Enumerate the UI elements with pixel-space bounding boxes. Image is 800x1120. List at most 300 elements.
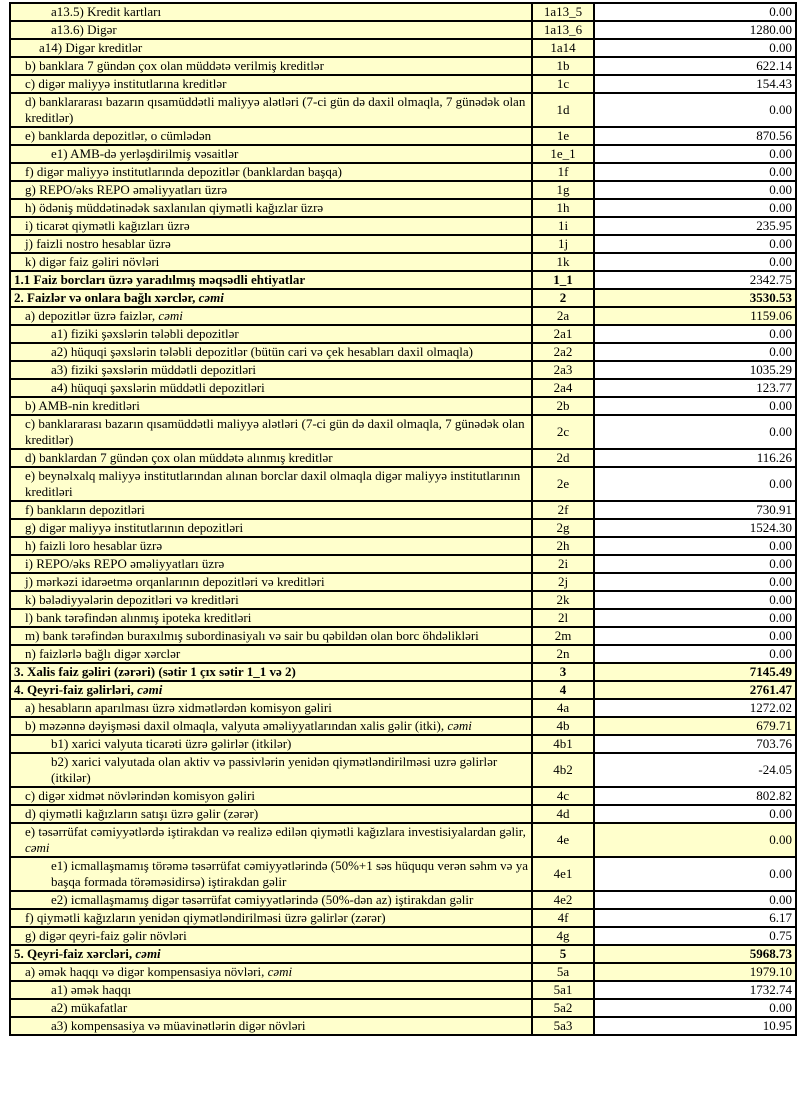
row-code-cell bbox=[532, 963, 594, 981]
row-label: a) əmək haqqı və digər kompensasiya növləri, bbox=[25, 964, 268, 979]
row-value: 0.00 bbox=[769, 866, 792, 881]
table-row bbox=[10, 787, 796, 805]
row-label: a13.5) Kredit kartları bbox=[51, 4, 162, 19]
row-value-cell bbox=[594, 21, 796, 39]
row-label-cell bbox=[10, 75, 532, 93]
row-label-cell bbox=[10, 591, 532, 609]
row-code: 2k bbox=[556, 592, 570, 607]
row-code: 2a4 bbox=[553, 380, 573, 395]
row-code: 1e bbox=[556, 128, 570, 143]
table-row bbox=[10, 537, 796, 555]
row-label-cell bbox=[10, 361, 532, 379]
row-code-cell bbox=[532, 699, 594, 717]
row-label: a) depozitlər üzrə faizlər, bbox=[25, 308, 159, 323]
row-code-cell bbox=[532, 3, 594, 21]
table-row bbox=[10, 945, 796, 963]
row-value: 123.77 bbox=[756, 380, 792, 395]
table-row bbox=[10, 163, 796, 181]
row-code-cell bbox=[532, 501, 594, 519]
table-row bbox=[10, 857, 796, 891]
row-value: 1524.30 bbox=[749, 520, 792, 535]
row-label: e1) icmallaşmamış törəmə təsərrüfat cəmiyyətlərində (50%+1 səs hüququ verən səhm və ya başqa formada törəməsidirsə) iştirakdan gəlir bbox=[51, 858, 528, 889]
row-value-cell bbox=[594, 999, 796, 1017]
row-code: 5 bbox=[559, 946, 567, 961]
row-code: 1e_1 bbox=[550, 146, 576, 161]
table-row bbox=[10, 253, 796, 271]
row-code: 2g bbox=[556, 520, 570, 535]
row-label-cell bbox=[10, 181, 532, 199]
row-code: 5a1 bbox=[553, 982, 573, 997]
row-value-cell bbox=[594, 93, 796, 127]
row-code-cell bbox=[532, 753, 594, 787]
row-label-cell bbox=[10, 823, 532, 857]
row-label-cell bbox=[10, 891, 532, 909]
row-value: 870.56 bbox=[756, 128, 792, 143]
row-label: d) banklardan 7 gündən çox olan müddətə alınmış kreditlər bbox=[25, 450, 333, 465]
table-row bbox=[10, 501, 796, 519]
row-label: k) bələdiyyələrin depozitləri və kreditləri bbox=[25, 592, 239, 607]
row-value-cell bbox=[594, 805, 796, 823]
row-label: b) məzənnə dəyişməsi daxil olmaqla, valyuta əməliyyatlarından xalis gəlir (itki), bbox=[25, 718, 448, 733]
row-code-cell bbox=[532, 325, 594, 343]
table-row bbox=[10, 325, 796, 343]
row-code-cell bbox=[532, 735, 594, 753]
row-value: 0.00 bbox=[769, 806, 792, 821]
row-code: 1c bbox=[556, 76, 570, 91]
row-value-cell bbox=[594, 271, 796, 289]
table-row bbox=[10, 573, 796, 591]
table-row bbox=[10, 145, 796, 163]
table-row bbox=[10, 735, 796, 753]
row-value-cell bbox=[594, 981, 796, 999]
row-value: 0.00 bbox=[769, 398, 792, 413]
table-row bbox=[10, 699, 796, 717]
row-value-cell bbox=[594, 963, 796, 981]
row-value: 0.00 bbox=[769, 4, 792, 19]
table-row bbox=[10, 999, 796, 1017]
row-value: 5968.73 bbox=[749, 946, 792, 961]
row-code: 2a2 bbox=[553, 344, 573, 359]
row-code-cell bbox=[532, 717, 594, 735]
row-value: 0.00 bbox=[769, 628, 792, 643]
row-code: 2n bbox=[556, 646, 570, 661]
row-label: g) digər maliyyə institutlarının depozitləri bbox=[25, 520, 244, 535]
row-label-cell bbox=[10, 397, 532, 415]
row-label: g) digər qeyri-faiz gəlir növləri bbox=[25, 928, 187, 943]
row-label-cell bbox=[10, 467, 532, 501]
table-body bbox=[10, 3, 796, 1035]
row-value: 0.00 bbox=[769, 236, 792, 251]
row-code-cell bbox=[532, 379, 594, 397]
row-value-cell bbox=[594, 361, 796, 379]
table-row bbox=[10, 519, 796, 537]
row-value-cell bbox=[594, 397, 796, 415]
row-label: a4) hüquqi şəxslərin müddətli depozitləri bbox=[51, 380, 265, 395]
table-row bbox=[10, 57, 796, 75]
row-value: 0.00 bbox=[769, 146, 792, 161]
row-code: 1b bbox=[556, 58, 570, 73]
row-label-cell bbox=[10, 681, 532, 699]
row-label-cell bbox=[10, 645, 532, 663]
row-code-cell bbox=[532, 217, 594, 235]
row-value-cell bbox=[594, 537, 796, 555]
row-value: 679.71 bbox=[756, 718, 792, 733]
table-row bbox=[10, 289, 796, 307]
row-label: 1.1 Faiz borcları üzrə yaradılmış məqsədli ehtiyatlar bbox=[14, 272, 306, 287]
row-value-cell bbox=[594, 379, 796, 397]
row-value-cell bbox=[594, 519, 796, 537]
row-label: e) banklarda depozitlər, o cümlədən bbox=[25, 128, 212, 143]
table-row bbox=[10, 467, 796, 501]
row-value: 0.00 bbox=[769, 832, 792, 847]
row-code-cell bbox=[532, 805, 594, 823]
row-label: f) digər maliyyə institutlarında depozitlər (banklardan başqa) bbox=[25, 164, 342, 179]
row-code-cell bbox=[532, 253, 594, 271]
row-code-cell bbox=[532, 857, 594, 891]
row-label-cell bbox=[10, 415, 532, 449]
row-value-cell bbox=[594, 343, 796, 361]
row-value: 0.00 bbox=[769, 610, 792, 625]
row-code: 1f bbox=[557, 164, 569, 179]
row-value: 0.00 bbox=[769, 592, 792, 607]
table-row bbox=[10, 891, 796, 909]
row-label-cell bbox=[10, 999, 532, 1017]
row-label: a2) hüquqi şəxslərin tələbli depozitlər (bütün cari və çek hesabları daxil olmaqla) bbox=[51, 344, 473, 359]
row-code: 2l bbox=[557, 610, 569, 625]
row-code: 2i bbox=[557, 556, 569, 571]
row-label-cell bbox=[10, 787, 532, 805]
row-code-cell bbox=[532, 573, 594, 591]
table-row bbox=[10, 181, 796, 199]
row-value-cell bbox=[594, 1017, 796, 1035]
row-value: -24.05 bbox=[758, 762, 792, 777]
table-row bbox=[10, 415, 796, 449]
row-label-cell bbox=[10, 981, 532, 999]
row-code: 4e1 bbox=[553, 866, 573, 881]
row-value-cell bbox=[594, 717, 796, 735]
row-value: 0.00 bbox=[769, 1000, 792, 1015]
row-label: c) digər maliyyə institutlarına kreditlər bbox=[25, 76, 227, 91]
row-label-cell bbox=[10, 253, 532, 271]
row-value-cell bbox=[594, 891, 796, 909]
row-label-cell bbox=[10, 3, 532, 21]
table-row bbox=[10, 75, 796, 93]
row-code: 4e bbox=[556, 832, 570, 847]
row-label: m) bank tərəfindən buraxılmış subordinasiyalı və sair bu qəbildən olan borc öhdəlikləri bbox=[25, 628, 479, 643]
row-code-cell bbox=[532, 467, 594, 501]
row-label-italic: cəmi bbox=[267, 964, 293, 979]
row-value-cell bbox=[594, 199, 796, 217]
table-row bbox=[10, 127, 796, 145]
row-code-cell bbox=[532, 343, 594, 361]
row-code-cell bbox=[532, 145, 594, 163]
table-row bbox=[10, 93, 796, 127]
row-value: 2342.75 bbox=[749, 272, 792, 287]
row-code: 1k bbox=[556, 254, 570, 269]
row-code-cell bbox=[532, 361, 594, 379]
row-code: 4 bbox=[559, 682, 567, 697]
row-code: 2h bbox=[556, 538, 570, 553]
row-code-cell bbox=[532, 181, 594, 199]
row-value: 0.00 bbox=[769, 102, 792, 117]
table-row bbox=[10, 909, 796, 927]
row-value-cell bbox=[594, 415, 796, 449]
row-code: 2b bbox=[556, 398, 570, 413]
row-value-cell bbox=[594, 857, 796, 891]
row-label: j) mərkəzi idarəetmə orqanlarının depozitləri və kreditləri bbox=[25, 574, 325, 589]
row-label-cell bbox=[10, 307, 532, 325]
table-row bbox=[10, 217, 796, 235]
row-code-cell bbox=[532, 449, 594, 467]
row-label-cell bbox=[10, 735, 532, 753]
row-value: 0.00 bbox=[769, 424, 792, 439]
row-value: 1272.02 bbox=[749, 700, 792, 715]
table-row bbox=[10, 963, 796, 981]
row-label: c) banklararası bazarın qısamüddətli maliyyə alətləri (7-ci gün də daxil olmaqla, 7 günədək olan kreditlər) bbox=[25, 416, 525, 447]
row-code: 4b1 bbox=[553, 736, 573, 751]
row-value-cell bbox=[594, 627, 796, 645]
row-label-cell bbox=[10, 39, 532, 57]
row-label: h) ödəniş müddətinədək saxlanılan qiymətli kağızlar üzrə bbox=[25, 200, 324, 215]
row-value-cell bbox=[594, 181, 796, 199]
income-statement-table bbox=[9, 2, 797, 1036]
row-code: 2a1 bbox=[553, 326, 573, 341]
row-code-cell bbox=[532, 163, 594, 181]
row-value: 0.00 bbox=[769, 476, 792, 491]
row-code: 2d bbox=[556, 450, 570, 465]
row-value-cell bbox=[594, 555, 796, 573]
row-value-cell bbox=[594, 609, 796, 627]
row-code-cell bbox=[532, 519, 594, 537]
row-value-cell bbox=[594, 681, 796, 699]
row-code-cell bbox=[532, 537, 594, 555]
row-code-cell bbox=[532, 999, 594, 1017]
row-code: 1a13_5 bbox=[543, 4, 583, 19]
row-value: 0.00 bbox=[769, 254, 792, 269]
row-value: 10.95 bbox=[762, 1018, 792, 1033]
row-code: 4a bbox=[556, 700, 570, 715]
table-row bbox=[10, 199, 796, 217]
row-label-cell bbox=[10, 753, 532, 787]
row-code: 2e bbox=[556, 476, 570, 491]
row-value-cell bbox=[594, 927, 796, 945]
row-code-cell bbox=[532, 57, 594, 75]
table-row bbox=[10, 397, 796, 415]
row-label-cell bbox=[10, 717, 532, 735]
row-value-cell bbox=[594, 573, 796, 591]
row-label-cell bbox=[10, 145, 532, 163]
row-label-italic: cəmi bbox=[25, 840, 50, 855]
row-code-cell bbox=[532, 627, 594, 645]
row-value: 0.75 bbox=[769, 928, 792, 943]
row-code-cell bbox=[532, 271, 594, 289]
row-code-cell bbox=[532, 397, 594, 415]
row-value: 1280.00 bbox=[749, 22, 792, 37]
row-value-cell bbox=[594, 253, 796, 271]
row-label: a3) kompensasiya və müavinətlərin digər növləri bbox=[51, 1018, 306, 1033]
row-value: 154.43 bbox=[756, 76, 792, 91]
row-code: 1h bbox=[556, 200, 570, 215]
row-label: h) faizli loro hesablar üzrə bbox=[25, 538, 163, 553]
row-code-cell bbox=[532, 609, 594, 627]
row-code-cell bbox=[532, 289, 594, 307]
row-value-cell bbox=[594, 145, 796, 163]
row-label-cell bbox=[10, 537, 532, 555]
row-code: 4f bbox=[557, 910, 569, 925]
row-value: 0.00 bbox=[769, 326, 792, 341]
row-value: 0.00 bbox=[769, 892, 792, 907]
row-code-cell bbox=[532, 787, 594, 805]
table-row bbox=[10, 591, 796, 609]
row-value-cell bbox=[594, 217, 796, 235]
table-row bbox=[10, 271, 796, 289]
row-label: 5. Qeyri-faiz xərcləri, bbox=[14, 946, 136, 961]
row-label-italic: cəmi bbox=[447, 718, 472, 733]
row-value-cell bbox=[594, 909, 796, 927]
table-row bbox=[10, 235, 796, 253]
row-value: 622.14 bbox=[756, 58, 792, 73]
row-code-cell bbox=[532, 663, 594, 681]
row-label-cell bbox=[10, 93, 532, 127]
row-label: a14) Digər kreditlər bbox=[39, 40, 143, 55]
row-label: f) bankların depozitləri bbox=[25, 502, 145, 517]
table-row bbox=[10, 555, 796, 573]
row-code-cell bbox=[532, 909, 594, 927]
row-value-cell bbox=[594, 449, 796, 467]
row-label-cell bbox=[10, 57, 532, 75]
table-row bbox=[10, 1017, 796, 1035]
row-code-cell bbox=[532, 981, 594, 999]
row-label: a3) fiziki şəxslərin müddətli depozitləri bbox=[51, 362, 257, 377]
row-code: 5a3 bbox=[553, 1018, 573, 1033]
row-label-cell bbox=[10, 163, 532, 181]
row-value-cell bbox=[594, 467, 796, 501]
row-label-cell bbox=[10, 501, 532, 519]
row-label-italic: cəmi bbox=[158, 308, 183, 323]
row-code-cell bbox=[532, 645, 594, 663]
row-code: 1i bbox=[557, 218, 569, 233]
row-label-cell bbox=[10, 927, 532, 945]
row-value: 1732.74 bbox=[749, 982, 792, 997]
row-label: j) faizli nostro hesablar üzrə bbox=[25, 236, 171, 251]
row-label-cell bbox=[10, 379, 532, 397]
row-code: 2m bbox=[554, 628, 572, 643]
row-code: 4b bbox=[556, 718, 570, 733]
table-row bbox=[10, 927, 796, 945]
row-code: 2a3 bbox=[553, 362, 573, 377]
row-value: 1159.06 bbox=[750, 308, 792, 323]
table-row bbox=[10, 805, 796, 823]
row-value-cell bbox=[594, 591, 796, 609]
row-code-cell bbox=[532, 21, 594, 39]
row-value-cell bbox=[594, 645, 796, 663]
row-value: 0.00 bbox=[769, 556, 792, 571]
table-row bbox=[10, 361, 796, 379]
row-label: a) hesabların aparılması üzrə xidmətlərdən komisyon gəliri bbox=[25, 700, 332, 715]
row-value-cell bbox=[594, 945, 796, 963]
row-code: 1a14 bbox=[550, 40, 576, 55]
row-code-cell bbox=[532, 93, 594, 127]
row-value-cell bbox=[594, 787, 796, 805]
row-label: a2) mükafatlar bbox=[51, 1000, 128, 1015]
row-value: 0.00 bbox=[769, 574, 792, 589]
row-code: 1_1 bbox=[553, 272, 573, 287]
table-row bbox=[10, 627, 796, 645]
row-value-cell bbox=[594, 823, 796, 857]
row-label: d) qiymətli kağızların satışı üzrə gəlir (zərər) bbox=[25, 806, 259, 821]
row-label: b) banklara 7 gündən çox olan müddətə verilmiş kreditlər bbox=[25, 58, 324, 73]
row-label: e) təsərrüfat cəmiyyətlərdə iştirakdan və realizə edilən qiymətli kağızlara investisiyalardan gəlir, bbox=[25, 824, 526, 839]
row-code-cell bbox=[532, 555, 594, 573]
table-row bbox=[10, 307, 796, 325]
row-label: b) AMB-nin kreditləri bbox=[25, 398, 140, 413]
row-label: a1) fiziki şəxslərin tələbli depozitlər bbox=[51, 326, 239, 341]
row-code: 1a13_6 bbox=[543, 22, 583, 37]
row-value: 116.26 bbox=[756, 450, 792, 465]
row-code-cell bbox=[532, 235, 594, 253]
row-value: 0.00 bbox=[769, 40, 792, 55]
row-label-cell bbox=[10, 289, 532, 307]
table-row bbox=[10, 717, 796, 735]
row-value-cell bbox=[594, 39, 796, 57]
row-code-cell bbox=[532, 415, 594, 449]
row-label: i) ticarət qiymətli kağızları üzrə bbox=[25, 218, 190, 233]
row-label: c) digər xidmət növlərindən komisyon gəliri bbox=[25, 788, 255, 803]
row-value: 1979.10 bbox=[749, 964, 792, 979]
row-value: 7145.49 bbox=[749, 664, 792, 679]
row-code: 2 bbox=[559, 290, 567, 305]
row-value: 0.00 bbox=[769, 164, 792, 179]
row-value: 0.00 bbox=[769, 344, 792, 359]
row-value: 1035.29 bbox=[749, 362, 792, 377]
row-code-cell bbox=[532, 199, 594, 217]
row-label-cell bbox=[10, 1017, 532, 1035]
row-value: 0.00 bbox=[769, 200, 792, 215]
row-label-cell bbox=[10, 963, 532, 981]
row-label: l) bank tərəfindən alınmış ipoteka kreditləri bbox=[25, 610, 252, 625]
row-label-cell bbox=[10, 663, 532, 681]
row-code: 2a bbox=[556, 308, 570, 323]
row-label: a13.6) Digər bbox=[51, 22, 117, 37]
row-code: 1d bbox=[556, 102, 570, 117]
row-value-cell bbox=[594, 57, 796, 75]
row-code-cell bbox=[532, 39, 594, 57]
row-value: 730.91 bbox=[756, 502, 792, 517]
row-label: b2) xarici valyutada olan aktiv və passivlərin yenidən qiymətləndirilməsi uzrə gəlirlər (itkilər) bbox=[51, 754, 498, 785]
row-value-cell bbox=[594, 289, 796, 307]
table-row bbox=[10, 681, 796, 699]
row-label: 3. Xalis faiz gəliri (zərəri) (sətir 1 çıx sətir 1_1 və 2) bbox=[14, 664, 296, 679]
row-value-cell bbox=[594, 663, 796, 681]
row-label-cell bbox=[10, 909, 532, 927]
row-code: 4d bbox=[556, 806, 570, 821]
row-value-cell bbox=[594, 699, 796, 717]
row-value: 6.17 bbox=[769, 910, 792, 925]
row-label: e1) AMB-də yerləşdirilmiş vəsaitlər bbox=[51, 146, 239, 161]
row-code: 5a2 bbox=[553, 1000, 573, 1015]
row-label-italic: cəmi bbox=[198, 290, 224, 305]
row-code: 4c bbox=[556, 788, 570, 803]
row-value: 2761.47 bbox=[749, 682, 792, 697]
row-label-cell bbox=[10, 609, 532, 627]
row-value-cell bbox=[594, 735, 796, 753]
table-row bbox=[10, 981, 796, 999]
row-label-cell bbox=[10, 555, 532, 573]
row-label-cell bbox=[10, 235, 532, 253]
row-label: e2) icmallaşmamış digər təsərrüfat cəmiyyətlərində (50%-dən az) iştirakdan gəlir bbox=[51, 892, 474, 907]
row-code-cell bbox=[532, 75, 594, 93]
row-code: 3 bbox=[559, 664, 567, 679]
